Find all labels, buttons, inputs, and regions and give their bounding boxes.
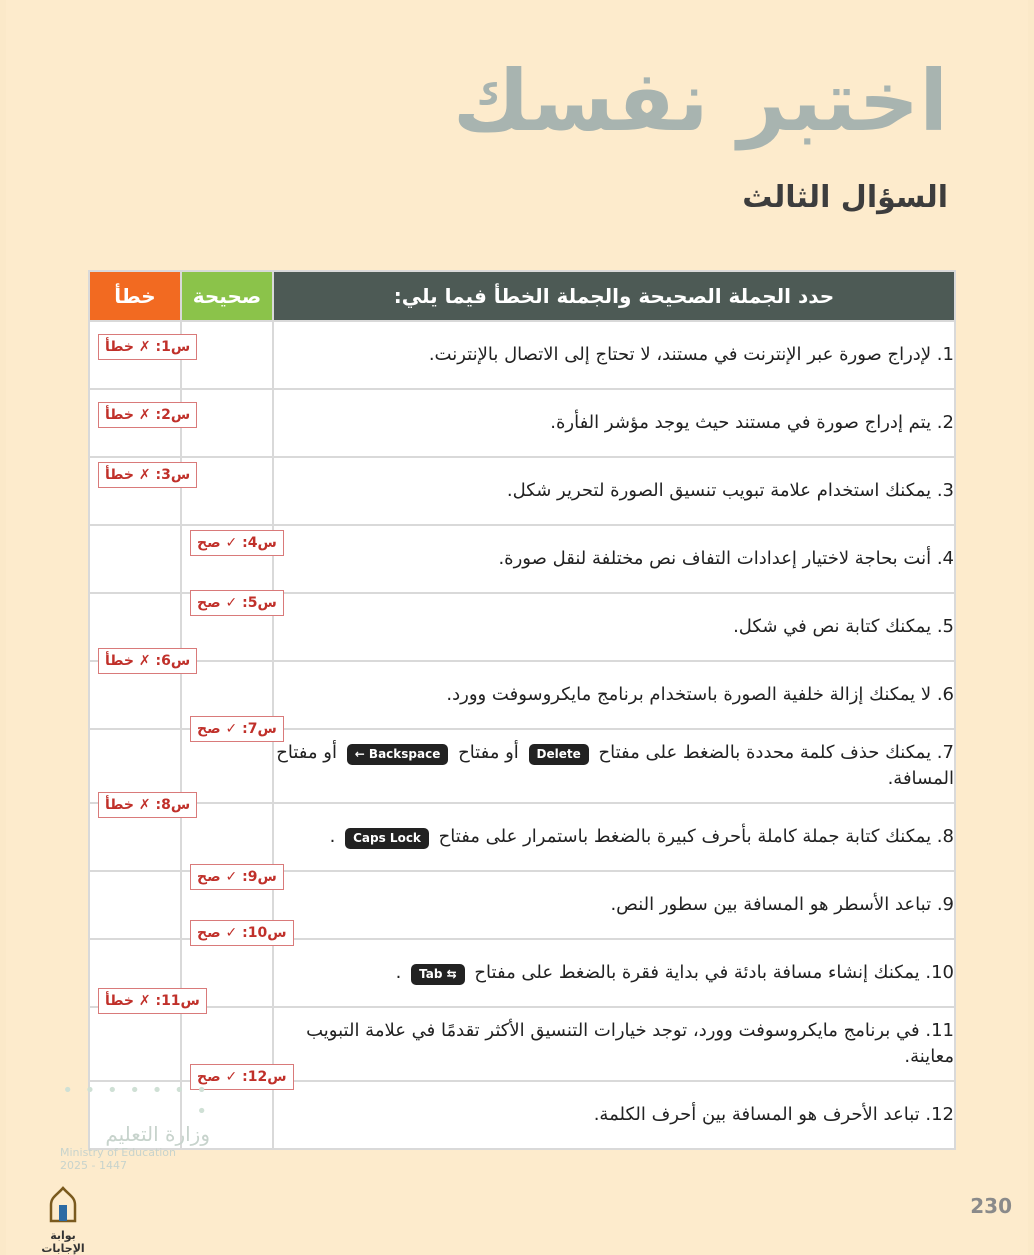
true-cell[interactable]: [181, 803, 277, 885]
answer-stamp: س1: ✗ خطأ: [98, 334, 197, 360]
statement-10-part-a: 10. يمكنك إنشاء مسافة بادئة في بداية فقرة بالضغط على مفتاح: [474, 961, 954, 983]
statement-5: 5. يمكنك كتابة نص في شكل.: [273, 593, 955, 661]
table-row: [89, 321, 955, 389]
true-cell[interactable]: [181, 661, 277, 737]
ministry-name-ar: وزارة التعليم: [105, 1122, 210, 1146]
statement-10: [273, 939, 955, 1007]
false-cell[interactable]: [89, 1007, 181, 1081]
ministry-name-en: Ministry of Education: [60, 1146, 177, 1159]
answer-stamp: س8: ✗ خطأ: [98, 792, 197, 818]
mosque-icon: [43, 1185, 83, 1225]
statement-7-part-c: أو مفتاح المسافة.: [276, 741, 954, 789]
answer-stamp: س9: ✓ صح: [190, 864, 284, 890]
false-cell[interactable]: [89, 457, 191, 525]
table-row: [89, 871, 955, 939]
answer-stamp: س2: ✗ خطأ: [98, 402, 197, 428]
false-cell[interactable]: [89, 871, 181, 939]
answer-stamp: س6: ✗ خطأ: [98, 648, 197, 674]
table-row: [89, 457, 955, 525]
answer-stamp: س3: ✗ خطأ: [98, 462, 197, 488]
table-row: [89, 389, 955, 457]
section-title: السؤال الثالث: [742, 180, 948, 215]
tab-key: Tab ⇆: [411, 964, 465, 985]
ministry-year: 2025 - 1447: [60, 1159, 127, 1172]
false-cell[interactable]: [89, 803, 181, 871]
true-cell[interactable]: [181, 871, 287, 941]
statement-7: [273, 729, 955, 803]
caps-lock-key: Caps Lock: [345, 828, 429, 849]
table-row: [89, 593, 955, 661]
answer-stamp: س12: ✓ صح: [190, 1064, 294, 1090]
statement-1: 1. لإدراج صورة عبر الإنترنت في مستند، لا تحتاج إلى الاتصال بالإنترنت.: [273, 321, 955, 389]
answer-stamp: س10: ✓ صح: [190, 920, 294, 946]
page-number: 230: [970, 1194, 1012, 1218]
answer-stamp: س4: ✓ صح: [190, 530, 284, 556]
statement-12: 12. تباعد الأحرف هو المسافة بين أحرف الكلمة.: [273, 1081, 955, 1149]
table-row: [89, 1081, 955, 1149]
site-logo[interactable]: [28, 1185, 98, 1255]
table-row: [89, 939, 955, 1007]
statement-7-part-b: أو مفتاح: [458, 741, 519, 763]
statement-8-part-c: .: [329, 825, 336, 847]
false-cell[interactable]: [89, 389, 191, 457]
statement-8: [273, 803, 955, 871]
answer-stamp: س7: ✓ صح: [190, 716, 284, 742]
statement-8-part-a: 8. يمكنك كتابة جملة كاملة بأحرف كبيرة بالضغط باستمرار على مفتاح: [438, 825, 954, 847]
statement-3: 3. يمكنك استخدام علامة تبويب تنسيق الصورة لتحرير شكل.: [273, 457, 955, 525]
ministry-logo-dots: • • • • • • • •: [62, 1080, 210, 1122]
table-row: [89, 525, 955, 593]
false-cell[interactable]: [89, 661, 181, 729]
table-row: [89, 661, 955, 729]
site-logo-label: بوابة الإجابات: [41, 1229, 85, 1255]
table-row: [89, 729, 955, 803]
header-false: خطأ: [89, 271, 181, 321]
statement-9: 9. تباعد الأسطر هو المسافة بين سطور النص.: [273, 871, 955, 939]
answer-stamp: س5: ✓ صح: [190, 590, 284, 616]
statement-4: 4. أنت بحاجة لاختيار إعدادات التفاف نص مختلفة لنقل صورة.: [273, 525, 955, 593]
statement-10-part-c: .: [395, 961, 402, 983]
table-row: [89, 1007, 955, 1081]
statement-2: 2. يتم إدراج صورة في مستند حيث يوجد مؤشر الفأرة.: [273, 389, 955, 457]
statement-11: 11. في برنامج مايكروسوفت وورد، توجد خيارات التنسيق الأكثر تقدمًا في علامة التبويب معاينة.: [273, 1007, 955, 1081]
statement-6: 6. لا يمكنك إزالة خلفية الصورة باستخدام برنامج مايكروسوفت وورد.: [273, 661, 955, 729]
false-cell[interactable]: [89, 939, 200, 1009]
false-cell[interactable]: [89, 525, 181, 593]
true-false-table: [88, 270, 956, 1150]
table-row: [89, 803, 955, 871]
header-statement: حدد الجملة الصحيحة والجملة الخطأ فيما يلي:: [273, 271, 955, 321]
false-cell[interactable]: [89, 729, 191, 813]
false-cell[interactable]: [89, 321, 191, 389]
delete-key: Delete: [529, 744, 589, 765]
page-title: اختبر نفسك: [452, 52, 948, 150]
answer-stamp: س11: ✗ خطأ: [98, 988, 207, 1014]
true-cell[interactable]: [181, 525, 277, 593]
header-true: صحيحة: [181, 271, 273, 321]
backspace-key: ← Backspace: [347, 744, 449, 765]
true-cell[interactable]: [181, 1007, 287, 1085]
statement-7-part-a: 7. يمكنك حذف كلمة محددة بالضغط على مفتاح: [598, 741, 954, 763]
false-cell[interactable]: [89, 593, 191, 669]
ministry-watermark: [60, 1080, 210, 1172]
